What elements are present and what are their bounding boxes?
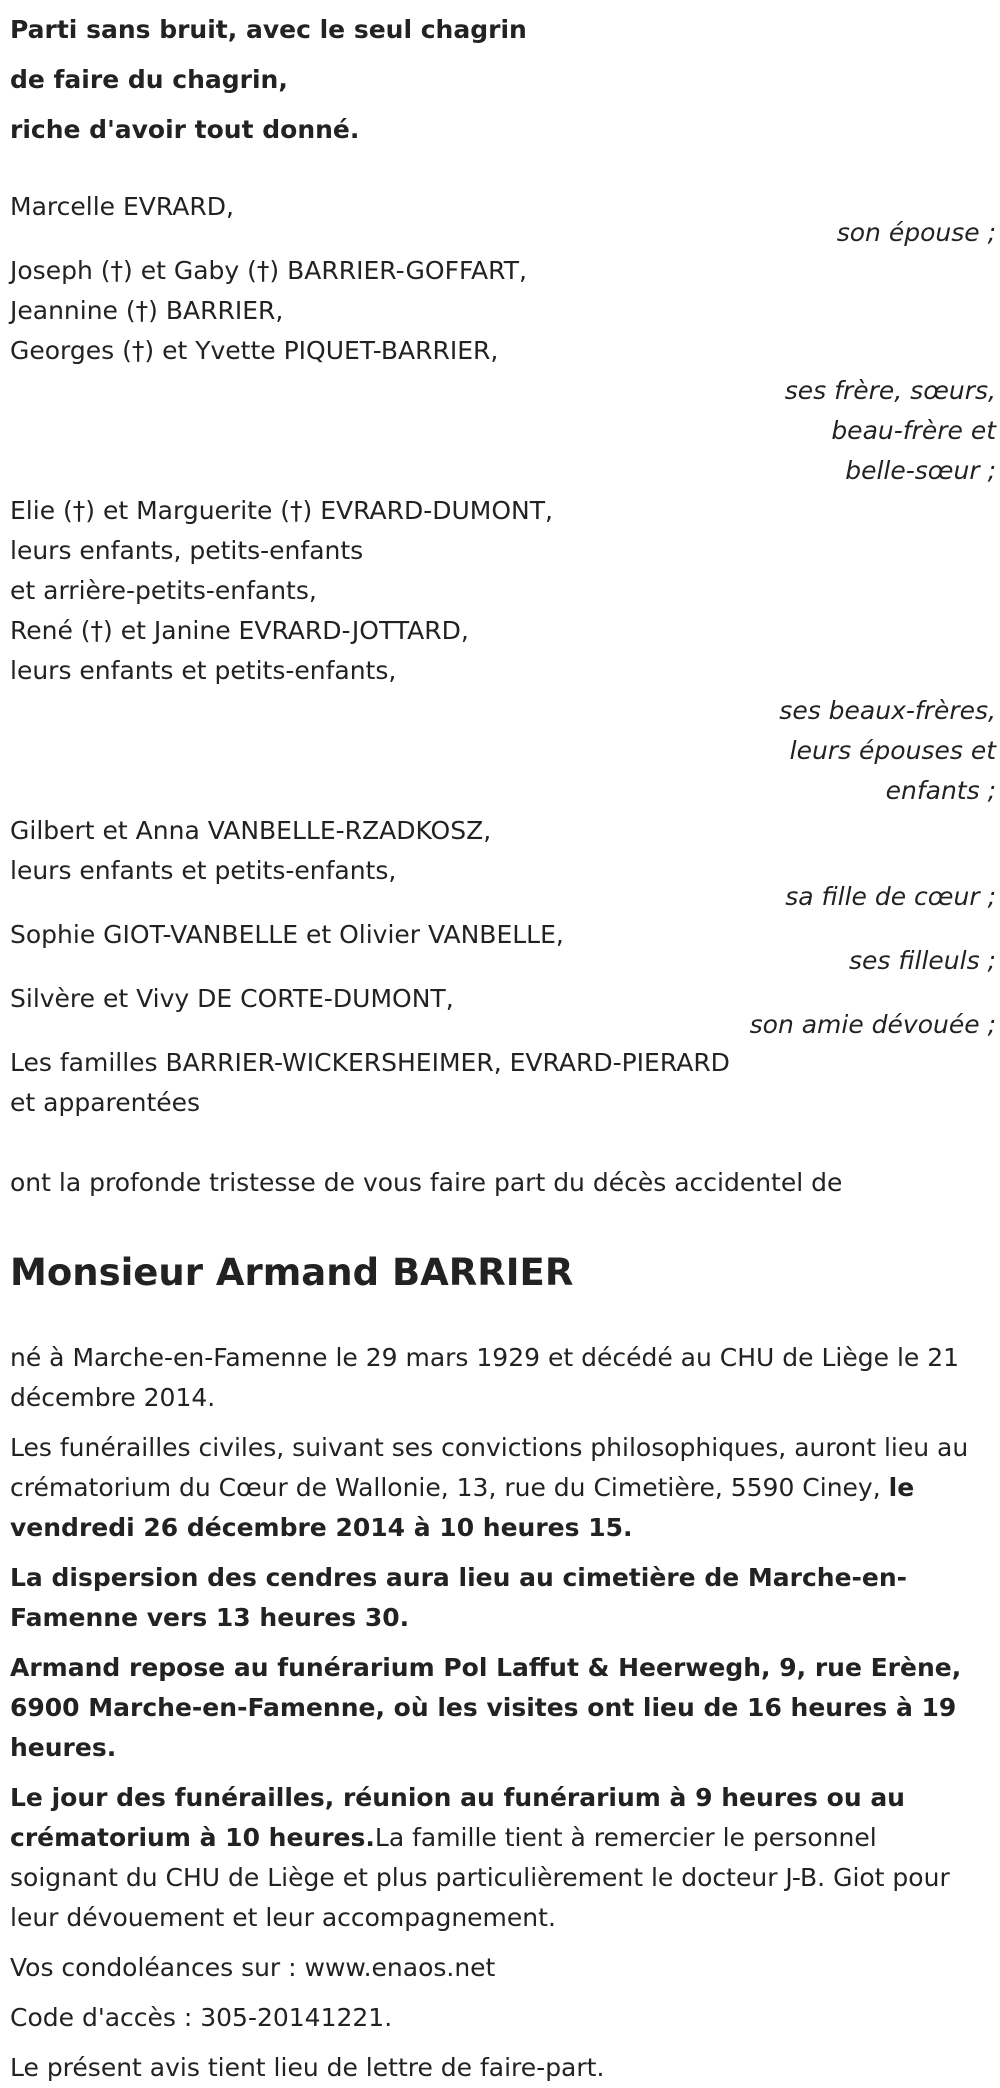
relation-label: son amie dévouée ; bbox=[749, 1010, 996, 1039]
relation-label: ses filleuls ; bbox=[849, 946, 996, 975]
family-group bbox=[10, 251, 996, 491]
family-line: Joseph (†) et Gaby (†) BARRIER-GOFFART, bbox=[10, 256, 527, 285]
birth-death: né à Marche-en-Famenne le 29 mars 1929 et décédé au CHU de Liège le 21 décembre 2014. bbox=[10, 1343, 960, 1412]
family-group bbox=[10, 811, 996, 917]
poem bbox=[10, 5, 990, 155]
meeting-info bbox=[10, 1778, 990, 1938]
family-line: Marcelle EVRARD, bbox=[10, 192, 234, 221]
family-group bbox=[10, 1043, 990, 1123]
obituary-content bbox=[10, 5, 996, 2088]
relation-label: belle-sœur ; bbox=[845, 456, 996, 485]
funeral-text: Les funérailles civiles, suivant ses convictions philosophiques, auront lieu au crématorium du Cœur de Wallonie, 13, rue du Cimetière, 5590 Ciney, bbox=[10, 1433, 969, 1502]
access-code: Code d'accès : 305-20141221. bbox=[10, 2003, 393, 2032]
closing-note: Le présent avis tient lieu de lettre de faire-part. bbox=[10, 2053, 605, 2082]
rest-info: Armand repose au funérarium Pol Laffut & Heerwegh, 9, rue Erène, 6900 Marche-en-Famenne, où les visites ont lieu de 16 heures à 19 heures. bbox=[10, 1653, 962, 1762]
family-group bbox=[10, 979, 996, 1045]
poem-line: riche d'avoir tout donné. bbox=[10, 115, 360, 144]
poem-line: Parti sans bruit, avec le seul chagrin bbox=[10, 15, 527, 44]
announcement: ont la profonde tristesse de vous faire part du décès accidentel de bbox=[10, 1168, 843, 1197]
condolences: Vos condoléances sur : www.enaos.net bbox=[10, 1953, 496, 1982]
family-line: René (†) et Janine EVRARD-JOTTARD, bbox=[10, 616, 469, 645]
family-line: Gilbert et Anna VANBELLE-RZADKOSZ, bbox=[10, 816, 492, 845]
ashes-info: La dispersion des cendres aura lieu au cimetière de Marche-en-Famenne vers 13 heures 30. bbox=[10, 1563, 908, 1632]
relation-label: ses frère, sœurs, bbox=[784, 376, 996, 405]
family-group bbox=[10, 187, 996, 253]
family-line: Silvère et Vivy DE CORTE-DUMONT, bbox=[10, 984, 454, 1013]
poem-line: de faire du chagrin, bbox=[10, 65, 288, 94]
family-line: leurs enfants, petits-enfants bbox=[10, 536, 364, 565]
relation-label: leurs épouses et bbox=[789, 736, 996, 765]
family-line: leurs enfants et petits-enfants, bbox=[10, 856, 397, 885]
funeral-info bbox=[10, 1428, 990, 1548]
family-group bbox=[10, 491, 996, 811]
family-line: Georges (†) et Yvette PIQUET-BARRIER, bbox=[10, 336, 499, 365]
funeral-date: le vendredi 26 décembre 2014 à 10 heures 15. bbox=[10, 1473, 915, 1542]
relation-label: enfants ; bbox=[885, 776, 996, 805]
relation-label: sa fille de cœur ; bbox=[785, 882, 996, 911]
deceased-name: Monsieur Armand BARRIER bbox=[10, 1251, 574, 1294]
family-line: et arrière-petits-enfants, bbox=[10, 576, 317, 605]
relation-label: son épouse ; bbox=[836, 218, 996, 247]
obituary-page bbox=[0, 5, 1000, 2082]
thanks-text: La famille tient à remercier le personnel soignant du CHU de Liège et plus particulièrement le docteur J-B. Giot pour leur dévouement et leur accompagnement. bbox=[10, 1823, 950, 1932]
family-line: leurs enfants et petits-enfants, bbox=[10, 656, 397, 685]
family-line: Elie (†) et Marguerite (†) EVRARD-DUMONT, bbox=[10, 496, 553, 525]
meeting-bold: Le jour des funérailles, réunion au funérarium à 9 heures ou au crématorium à 10 heures. bbox=[10, 1783, 905, 1852]
relation-label: beau-frère et bbox=[831, 416, 996, 445]
relation-label: ses beaux-frères, bbox=[779, 696, 996, 725]
family-group bbox=[10, 915, 996, 981]
family-line: Sophie GIOT-VANBELLE et Olivier VANBELLE, bbox=[10, 920, 564, 949]
family-line: Les familles BARRIER-WICKERSHEIMER, EVRARD-PIERARD bbox=[10, 1048, 730, 1077]
family-line: et apparentées bbox=[10, 1088, 201, 1117]
family-line: Jeannine (†) BARRIER, bbox=[10, 296, 284, 325]
